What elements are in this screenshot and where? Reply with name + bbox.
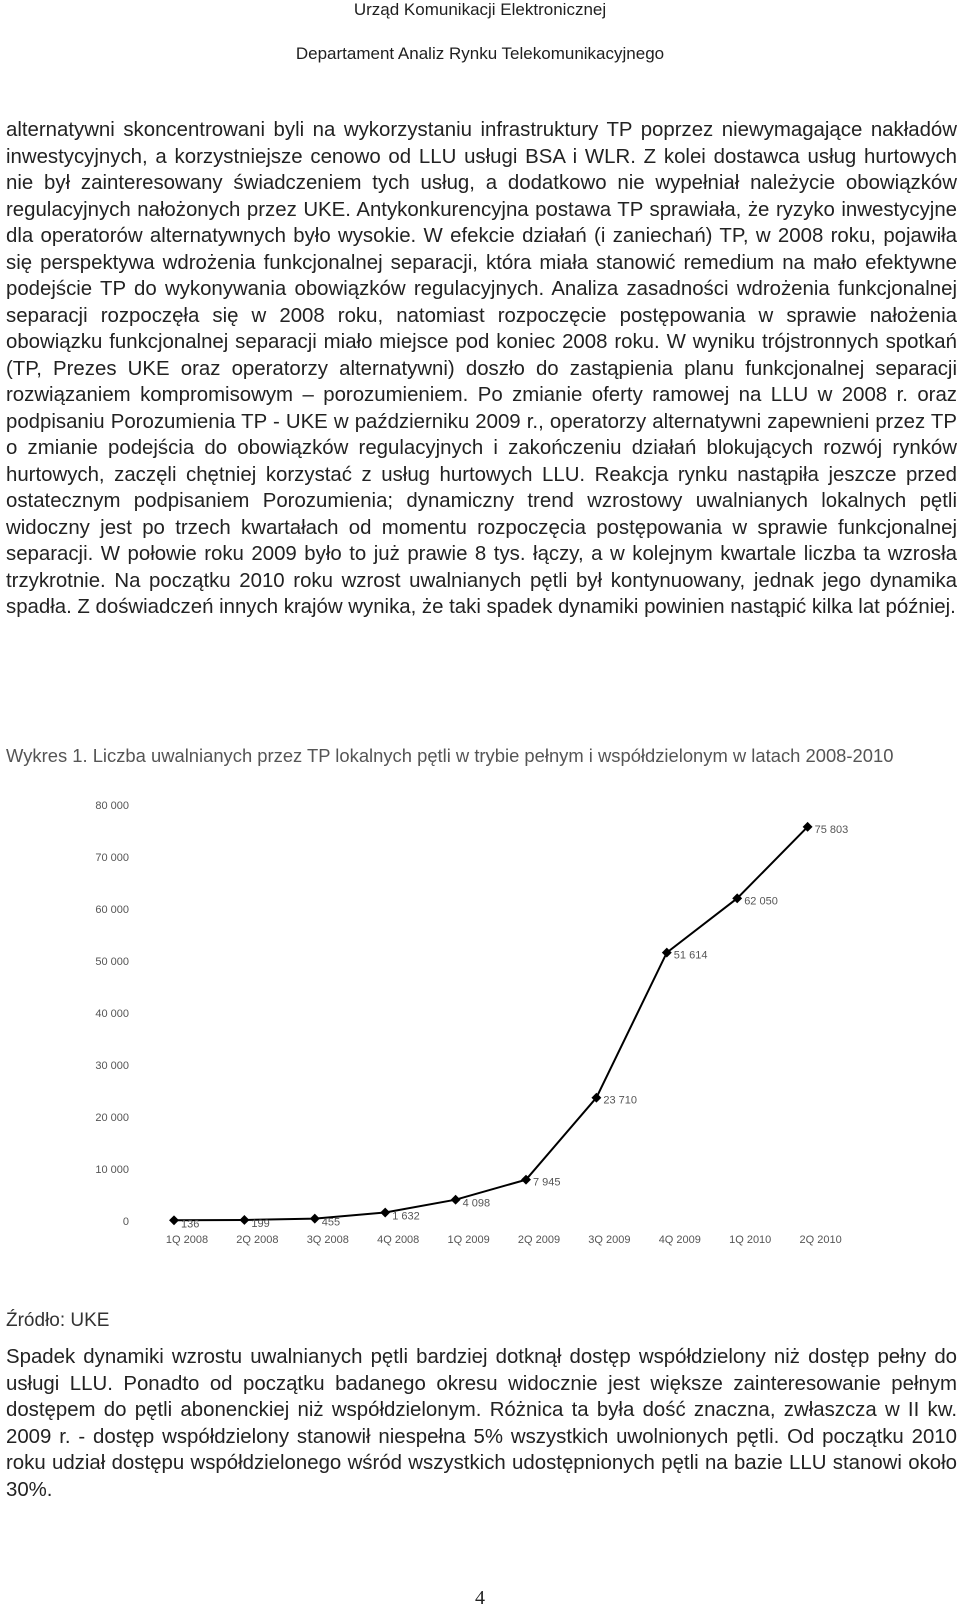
y-tick-label: 70 000 [95,852,129,864]
y-axis-ticks [95,800,129,1228]
header-department: Departament Analiz Rynku Telekomunikacyjnego [295,44,665,63]
x-tick-label: 3Q 2008 [306,1234,349,1246]
chart-caption: Wykres 1. Liczba uwalnianych przez TP lokalnych pętli w trybie pełnym i współdzielonym w latach 2008-2010 [6,745,894,766]
y-tick-label: 40 000 [95,1008,129,1020]
series-markers [169,822,812,1225]
x-tick-label: 1Q 2009 [447,1234,490,1246]
y-tick-label: 80 000 [95,800,129,812]
x-axis-ticks [166,1234,842,1246]
data-point-label: 1 632 [392,1210,420,1223]
x-tick-label: 1Q 2010 [729,1234,772,1246]
y-tick-label: 0 [122,1216,129,1228]
y-tick-label: 60 000 [95,904,129,916]
paragraph-2: Spadek dynamiki wzrostu uwalnianych pętli bardziej dotknął dostęp współdzielony niż dostęp pełny do usługi LLU. Ponadto od początku badanego okresu widocznie jest większe zainteresowanie pełnym dostępem do pętli abonenckiej niż współdzielonym. Różnica ta była dość znaczna, zwłaszcza w II kw. 2009 r. - dostęp współdzielony stanowił niespełna 5% wszystkich uwolnionych pętli. Od początku 2010 roku udział dostępu współdzielonego wśród wszystkich udostępnionych pętli na bazie LLU stanowi około 30%. [6,1346,957,1501]
data-point-label: 199 [251,1217,270,1230]
data-point-label: 75 803 [814,823,849,836]
data-point-marker [310,1214,320,1224]
y-tick-label: 20 000 [95,1112,129,1124]
data-point-label: 136 [181,1218,200,1231]
data-point-marker [239,1215,249,1225]
y-tick-label: 30 000 [95,1060,129,1072]
y-tick-label: 50 000 [95,956,129,968]
x-tick-label: 3Q 2009 [588,1234,631,1246]
data-point-label: 7 945 [533,1176,561,1189]
data-point-label: 23 710 [603,1094,638,1107]
data-point-marker [451,1195,461,1205]
x-tick-label: 2Q 2009 [517,1234,561,1246]
y-tick-label: 10 000 [95,1164,129,1176]
llu-loops-line-chart [0,800,960,1270]
x-tick-label: 4Q 2009 [658,1234,701,1246]
data-point-label: 455 [321,1216,341,1229]
data-point-marker [380,1208,390,1218]
x-tick-label: 1Q 2008 [165,1234,209,1246]
data-point-marker [169,1215,179,1225]
series-line [174,827,808,1220]
source-note: Źródło: UKE [6,1310,110,1331]
data-point-label: 62 050 [744,895,778,908]
data-point-label: 4 098 [462,1197,491,1210]
x-tick-label: 2Q 2010 [799,1234,842,1246]
x-tick-label: 2Q 2008 [236,1234,279,1246]
header-office: Urząd Komunikacji Elektronicznej [353,0,607,19]
x-tick-label: 4Q 2008 [377,1234,420,1246]
data-point-label: 51 614 [673,949,708,962]
series-data-labels [181,824,848,1230]
paragraph-1: alternatywni skoncentrowani byli na wykorzystaniu infrastruktury TP poprzez niewymagające nakładów inwestycyjnych, a korzystniejsze cenowo od LLU usługi BSA i WLR. Z kolei dostawca usług hurtowych nie był zainteresowany świadczeniem tych usług, a dodatkowo nie wypełniał należycie obowiązków regulacyjnych nałożonych przez UKE. Antykonkurencyjna postawa TP sprawiała, że ryzyko inwestycyjne dla operatorów alternatywnych było wysokie. W efekcie działań (i zaniechań) TP, w 2008 roku, pojawiła się perspektywa wdrożenia funkcjonalnej separacji, która miała stanowić remedium na mało efektywne podejście TP do wykonywania obowiązków regulacyjnych. Analiza zasadności wdrożenia funkcjonalnej separacji rozpoczęła się w 2008 roku, natomiast rozpoczęcie postępowania w sprawie nałożenia obowiązku funkcjonalnej separacji miało miejsce pod koniec 2008 roku. W wyniku trójstronnych spotkań (TP, Prezes UKE oraz operatorzy alternatywni) doszło do zastąpienia planu funkcjonalnej separacji rozwiązaniem kompromisowym – porozumieniem. Po zmianie oferty ramowej na LLU w 2008 r. oraz podpisaniu Porozumienia TP - UKE w październiku 2009 r., operatorzy alternatywni zapewnieni przez TP o zmianie podejścia do obowiązków regulacyjnych i zakończeniu działań blokujących rozwój rynków hurtowych, zaczęli chętniej korzystać z usług hurtowych LLU. Reakcja rynku nastąpiła jeszcze przed ostatecznym podpisaniem Porozumienia; dynamiczny trend wzrostowy uwalnianych lokalnych pętli widoczny jest po trzech kwartałach od momentu rozpoczęcia postępowania w sprawie funkcjonalnej separacji. W połowie roku 2009 było to już prawie 8 tys. łączy, a w kolejnym kwartale liczba ta wzrosła trzykrotnie. Na początku 2010 roku wzrost uwalnianych pętli był kontynuowany, jednak jego dynamika spadła. Z doświadczeń innych krajów wynika, że taki spadek dynamiki powinien nastąpić kilka lat później. [6,119,957,618]
page-number: 4 [475,1587,485,1609]
